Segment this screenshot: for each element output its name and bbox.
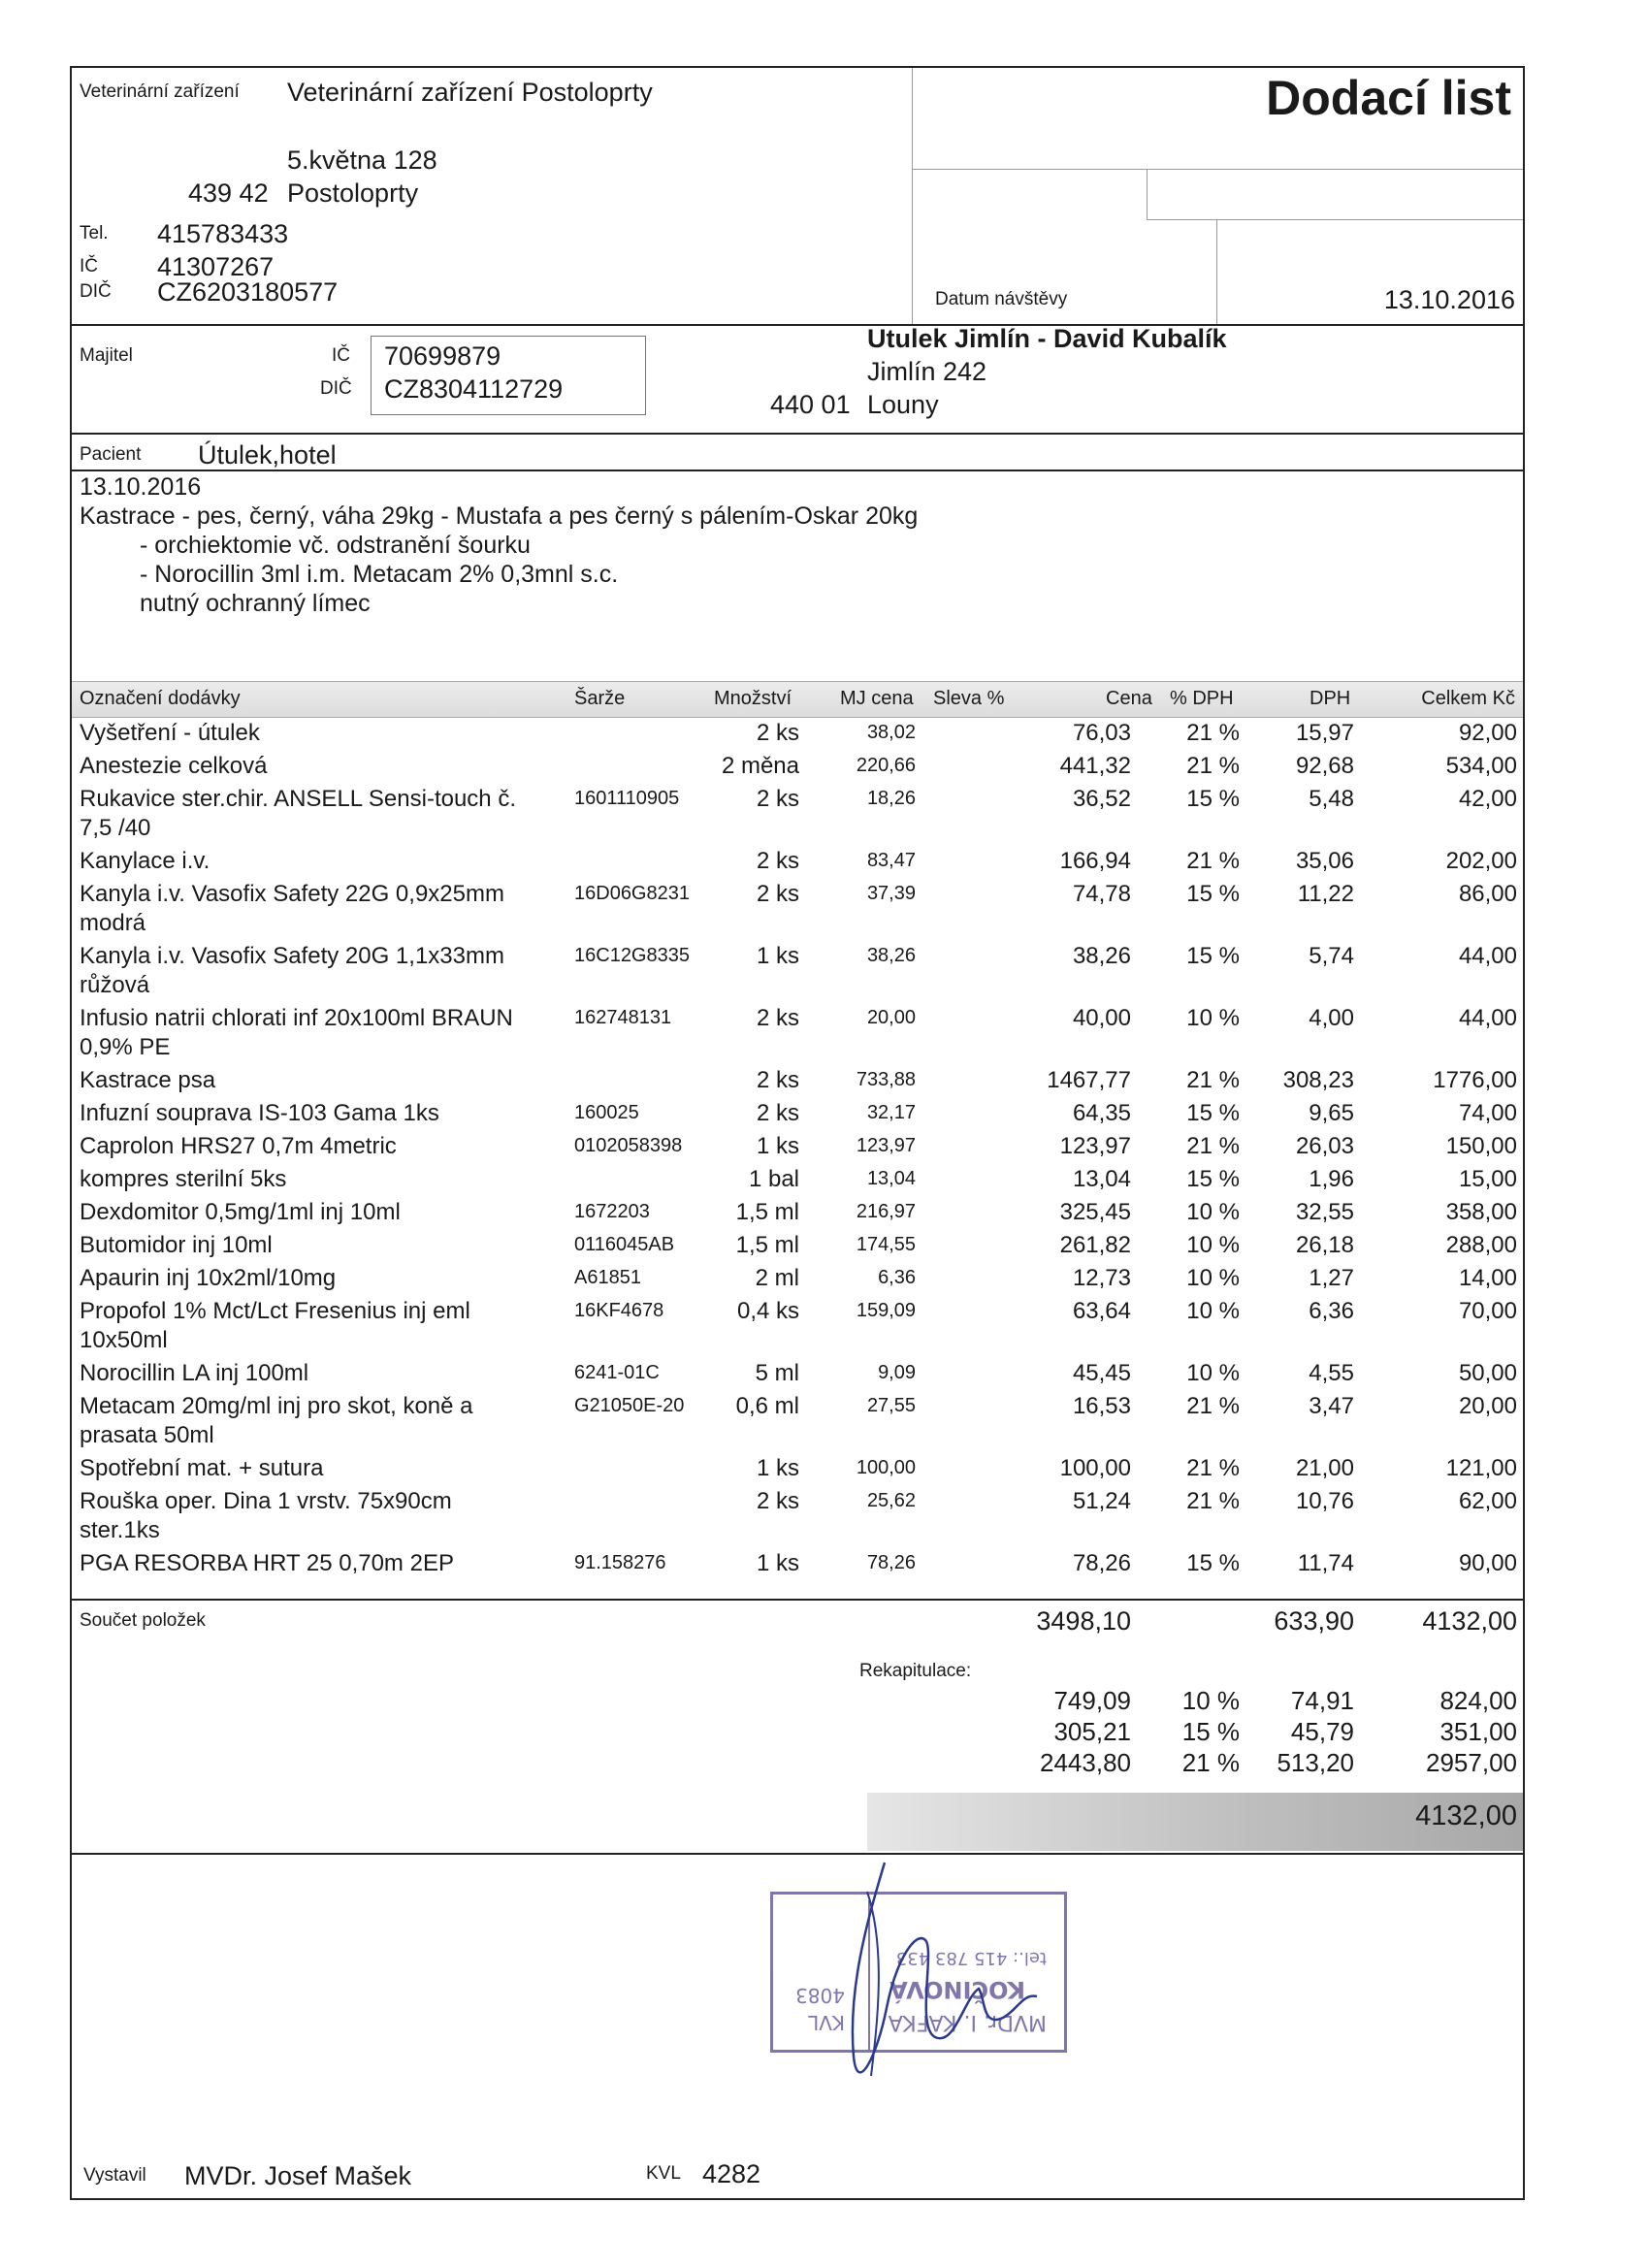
- clinic-zip: 439 42: [188, 178, 269, 208]
- cell-vat: 5,74: [1309, 943, 1354, 969]
- cell-unit-price: 220,66: [856, 755, 916, 776]
- cell-unit-price: 38,02: [866, 722, 916, 743]
- cell-unit-price: 6,36: [878, 1267, 916, 1288]
- cell-lot: G21050E-20: [574, 1395, 685, 1416]
- cell-vat-pct: 10 %: [1186, 1232, 1240, 1258]
- summary-vat: 633,90: [1274, 1606, 1354, 1636]
- cell-vat-pct: 10 %: [1186, 1360, 1240, 1386]
- cell-total: 70,00: [1458, 1298, 1517, 1324]
- cell-item: Butomidor inj 10ml: [80, 1232, 273, 1258]
- cell-vat-pct: 15 %: [1186, 786, 1240, 812]
- table-row: [72, 1455, 1523, 1488]
- cell-price: 38,26: [1072, 943, 1131, 969]
- patient-name: Útulek,hotel: [198, 440, 337, 470]
- cell-total: 62,00: [1458, 1488, 1517, 1514]
- cell-vat: 6,36: [1309, 1298, 1354, 1324]
- patient-label: Pacient: [80, 444, 142, 465]
- cell-vat: 4,00: [1309, 1005, 1354, 1031]
- cell-vat: 35,06: [1295, 848, 1354, 874]
- cell-qty: 2 ks: [756, 720, 799, 746]
- cell-lot: 91.158276: [574, 1552, 666, 1573]
- cell-total: 150,00: [1445, 1133, 1517, 1159]
- table-row: [72, 1393, 1523, 1448]
- cell-total: 42,00: [1458, 786, 1517, 812]
- cell-total: 92,00: [1458, 720, 1517, 746]
- cell-item: Norocillin LA inj 100ml: [80, 1360, 309, 1386]
- col-price-header: Cena: [1106, 688, 1152, 709]
- cell-price: 100,00: [1059, 1455, 1131, 1481]
- cell-vat-pct: 21 %: [1186, 1067, 1240, 1093]
- cell-qty: 2 ks: [756, 848, 799, 874]
- cell-item-continued: růžová: [80, 972, 150, 998]
- summary-total: 4132,00: [1422, 1606, 1517, 1636]
- note-line: nutný ochranný límec: [140, 590, 371, 617]
- cell-total: 90,00: [1458, 1550, 1517, 1576]
- cell-price: 16,53: [1072, 1393, 1131, 1419]
- cell-vat-pct: 21 %: [1186, 848, 1240, 874]
- clinic-dic-label: DIČ: [80, 281, 112, 302]
- cell-item: Anestezie celková: [80, 753, 268, 779]
- table-row: [72, 1232, 1523, 1265]
- cell-unit-price: 78,26: [866, 1552, 916, 1573]
- col-vat-pct-header: % DPH: [1170, 688, 1234, 709]
- cell-vat-pct: 21 %: [1186, 1393, 1240, 1419]
- cell-item: Rouška oper. Dina 1 vrstv. 75x90cm: [80, 1488, 452, 1514]
- cell-price: 325,45: [1059, 1199, 1131, 1225]
- cell-qty: 2 ks: [756, 881, 799, 907]
- table-row: [72, 720, 1523, 753]
- cell-vat-pct: 15 %: [1186, 1550, 1240, 1576]
- cell-qty: 2 ml: [755, 1265, 799, 1291]
- cell-qty: 2 ks: [756, 1100, 799, 1126]
- table-row: [72, 1360, 1523, 1393]
- cell-price: 74,78: [1072, 881, 1131, 907]
- cell-unit-price: 25,62: [866, 1490, 916, 1511]
- table-header: [72, 681, 1523, 718]
- owner-name: Utulek Jimlín - David Kubalík: [867, 324, 1227, 353]
- grand-total: 4132,00: [1415, 1800, 1517, 1831]
- table-row: [72, 943, 1523, 998]
- cell-total: 74,00: [1458, 1100, 1517, 1126]
- cell-vat: 26,18: [1295, 1232, 1354, 1258]
- cell-price: 441,32: [1059, 753, 1131, 779]
- cell-item: Dexdomitor 0,5mg/1ml inj 10ml: [80, 1199, 401, 1225]
- cell-qty: 2 ks: [756, 1488, 799, 1514]
- visit-date-label: Datum návštěvy: [935, 289, 1068, 309]
- cell-item: PGA RESORBA HRT 25 0,70m 2EP: [80, 1550, 454, 1576]
- cell-unit-price: 27,55: [866, 1395, 916, 1416]
- cell-unit-price: 123,97: [856, 1135, 916, 1156]
- cell-unit-price: 32,17: [866, 1102, 916, 1123]
- cell-total: 15,00: [1458, 1166, 1517, 1192]
- cell-vat-pct: 10 %: [1186, 1005, 1240, 1031]
- cell-total: 358,00: [1445, 1199, 1517, 1225]
- cell-item: Vyšetření - útulek: [80, 720, 260, 746]
- clinic-city: Postoloprty: [287, 178, 419, 208]
- cell-price: 40,00: [1072, 1005, 1131, 1031]
- clinic-label: Veterinární zařízení: [80, 81, 240, 102]
- recap-total: 824,00: [1439, 1686, 1517, 1715]
- cell-qty: 2 ks: [756, 1005, 799, 1031]
- cell-unit-price: 13,04: [866, 1168, 916, 1189]
- table-row: [72, 1133, 1523, 1166]
- cell-vat-pct: 21 %: [1186, 1488, 1240, 1514]
- note-line: - orchiektomie vč. odstranění šourku: [140, 532, 531, 559]
- cell-unit-price: 100,00: [856, 1457, 916, 1478]
- summary-label: Součet položek: [80, 1610, 206, 1631]
- cell-qty: 2 měna: [721, 753, 799, 779]
- recap-total: 351,00: [1439, 1717, 1517, 1746]
- cell-item: kompres sterilní 5ks: [80, 1166, 287, 1192]
- cell-unit-price: 18,26: [866, 788, 916, 809]
- cell-vat-pct: 21 %: [1186, 1133, 1240, 1159]
- delivery-note: [70, 66, 1525, 2200]
- cell-total: 44,00: [1458, 943, 1517, 969]
- table-row: [72, 1067, 1523, 1100]
- cell-item-continued: prasata 50ml: [80, 1422, 214, 1448]
- cell-price: 12,73: [1072, 1265, 1131, 1291]
- table-row: [72, 848, 1523, 881]
- recap-pct: 15 %: [1181, 1717, 1240, 1746]
- cell-qty: 1,5 ml: [735, 1199, 799, 1225]
- cell-vat: 1,96: [1309, 1166, 1354, 1192]
- cell-total: 288,00: [1445, 1232, 1517, 1258]
- cell-item-continued: 0,9% PE: [80, 1034, 171, 1060]
- cell-item: Kanylace i.v.: [80, 848, 210, 874]
- recap-base: 749,09: [1053, 1686, 1131, 1715]
- cell-unit-price: 174,55: [856, 1234, 916, 1255]
- cell-qty: 1 ks: [756, 1550, 799, 1576]
- owner-zip: 440 01: [770, 390, 851, 419]
- owner-city: Louny: [867, 390, 939, 419]
- cell-item: Kanyla i.v. Vasofix Safety 22G 0,9x25mm: [80, 881, 504, 907]
- recap-vat: 74,91: [1290, 1686, 1354, 1715]
- owner-ic-label: IČ: [332, 345, 350, 366]
- recap-vat: 513,20: [1277, 1748, 1354, 1777]
- cell-vat-pct: 15 %: [1186, 943, 1240, 969]
- cell-item: Kastrace psa: [80, 1067, 216, 1093]
- cell-vat: 9,65: [1309, 1100, 1354, 1126]
- col-qty-header: Množství: [714, 688, 792, 709]
- cell-vat: 4,55: [1309, 1360, 1354, 1386]
- cell-total: 20,00: [1458, 1393, 1517, 1419]
- issued-by: MVDr. Josef Mašek: [184, 2161, 412, 2190]
- recap-total: 2957,00: [1426, 1748, 1517, 1777]
- cell-unit-price: 83,47: [866, 850, 916, 871]
- cell-price: 78,26: [1072, 1550, 1131, 1576]
- table-row: [72, 753, 1523, 786]
- cell-vat-pct: 21 %: [1186, 720, 1240, 746]
- owner-dic-label: DIČ: [320, 378, 352, 399]
- clinic-street: 5.května 128: [287, 146, 437, 175]
- recap-row: [72, 1686, 1523, 1719]
- cell-unit-price: 37,39: [866, 883, 916, 904]
- clinic-ic: 41307267: [157, 252, 275, 281]
- cell-unit-price: 38,26: [866, 945, 916, 966]
- cell-qty: 2 ks: [756, 786, 799, 812]
- cell-lot: 160025: [574, 1102, 639, 1123]
- cell-qty: 2 ks: [756, 1067, 799, 1093]
- cell-total: 86,00: [1458, 881, 1517, 907]
- stamp-text: tel.: 415 783 433: [895, 1948, 1047, 1968]
- recap-pct: 10 %: [1181, 1686, 1240, 1715]
- table-row: [72, 1488, 1523, 1543]
- cell-price: 76,03: [1072, 720, 1131, 746]
- cell-qty: 1,5 ml: [735, 1232, 799, 1258]
- cell-vat-pct: 10 %: [1186, 1265, 1240, 1291]
- cell-price: 45,45: [1072, 1360, 1131, 1386]
- document-title: Dodací list: [1266, 71, 1511, 125]
- cell-vat: 26,03: [1295, 1133, 1354, 1159]
- col-unit-price-header: MJ cena: [840, 688, 914, 709]
- cell-lot: 16KF4678: [574, 1300, 664, 1321]
- col-vat-header: DPH: [1310, 688, 1351, 709]
- summary-price: 3498,10: [1036, 1606, 1131, 1636]
- cell-unit-price: 9,09: [878, 1362, 916, 1383]
- cell-vat: 5,48: [1309, 786, 1354, 812]
- cell-vat: 15,97: [1295, 720, 1354, 746]
- cell-vat: 308,23: [1282, 1067, 1354, 1093]
- cell-price: 166,94: [1059, 848, 1131, 874]
- cell-vat-pct: 10 %: [1186, 1199, 1240, 1225]
- table-row: [72, 1199, 1523, 1232]
- kvl-label: KVL: [646, 2163, 681, 2184]
- cell-total: 202,00: [1445, 848, 1517, 874]
- cell-qty: 1 ks: [756, 943, 799, 969]
- stamp-text: MVDr. I. KAFKA: [888, 2010, 1047, 2034]
- cell-item: Infuzní souprava IS-103 Gama 1ks: [80, 1100, 439, 1126]
- cell-price: 261,82: [1059, 1232, 1131, 1258]
- cell-price: 63,64: [1072, 1298, 1131, 1324]
- cell-total: 14,00: [1458, 1265, 1517, 1291]
- table-row: [72, 1298, 1523, 1353]
- cell-lot: 1672203: [574, 1201, 650, 1222]
- cell-item-continued: 10x50ml: [80, 1327, 168, 1353]
- cell-total: 50,00: [1458, 1360, 1517, 1386]
- cell-vat-pct: 15 %: [1186, 881, 1240, 907]
- cell-unit-price: 20,00: [866, 1007, 916, 1028]
- table-row: [72, 881, 1523, 936]
- recap-base: 305,21: [1053, 1717, 1131, 1746]
- cell-vat: 10,76: [1295, 1488, 1354, 1514]
- table-row: [72, 1005, 1523, 1060]
- cell-price: 13,04: [1072, 1166, 1131, 1192]
- stamp-text: KOČINOVÁ: [889, 1976, 1025, 2003]
- cell-price: 36,52: [1072, 786, 1131, 812]
- cell-lot: A61851: [574, 1267, 641, 1288]
- cell-item-continued: modrá: [80, 910, 146, 936]
- cell-vat: 11,22: [1297, 881, 1354, 907]
- cell-qty: 1 ks: [756, 1455, 799, 1481]
- cell-vat: 32,55: [1295, 1199, 1354, 1225]
- owner-dic: CZ8304112729: [384, 374, 564, 404]
- cell-price: 1467,77: [1047, 1067, 1131, 1093]
- note-line: 13.10.2016: [80, 473, 202, 501]
- cell-lot: 16C12G8335: [574, 945, 690, 966]
- col-item-header: Označení dodávky: [80, 688, 241, 709]
- note-line: Kastrace - pes, černý, váha 29kg - Mustafa a pes černý s pálením-Oskar 20kg: [80, 502, 919, 530]
- owner-label: Majitel: [80, 345, 133, 366]
- cell-vat: 92,68: [1295, 753, 1354, 779]
- table-row: [72, 786, 1523, 841]
- cell-vat-pct: 15 %: [1186, 1100, 1240, 1126]
- recap-base: 2443,80: [1040, 1748, 1131, 1777]
- note-line: - Norocillin 3ml i.m. Metacam 2% 0,3mnl s.c.: [140, 561, 619, 588]
- cell-item: Apaurin inj 10x2ml/10mg: [80, 1265, 337, 1291]
- cell-vat-pct: 15 %: [1186, 1166, 1240, 1192]
- cell-total: 121,00: [1445, 1455, 1517, 1481]
- cell-unit-price: 733,88: [856, 1069, 916, 1090]
- cell-unit-price: 216,97: [856, 1201, 916, 1222]
- issued-label: Vystavil: [83, 2165, 146, 2186]
- cell-item: Metacam 20mg/ml inj pro skot, koně a: [80, 1393, 473, 1419]
- clinic-name: Veterinární zařízení Postoloprty: [287, 78, 653, 107]
- cell-lot: 6241-01C: [574, 1362, 660, 1383]
- cell-vat: 21,00: [1295, 1455, 1354, 1481]
- cell-total: 1776,00: [1433, 1067, 1517, 1093]
- cell-item: Propofol 1% Mct/Lct Fresenius inj eml: [80, 1298, 470, 1324]
- cell-qty: 1 bal: [748, 1166, 799, 1192]
- cell-qty: 1 ks: [756, 1133, 799, 1159]
- signature: [770, 1833, 1119, 2115]
- recap-row: [72, 1717, 1523, 1750]
- cell-vat-pct: 21 %: [1186, 753, 1240, 779]
- cell-vat: 1,27: [1309, 1265, 1354, 1291]
- cell-item: Spotřební mat. + sutura: [80, 1455, 324, 1481]
- col-discount-header: Sleva %: [933, 688, 1005, 709]
- recap-table: [72, 1686, 1523, 1793]
- cell-vat: 3,47: [1309, 1393, 1354, 1419]
- cell-vat: 11,74: [1297, 1550, 1354, 1576]
- cell-total: 534,00: [1445, 753, 1517, 779]
- cell-vat-pct: 10 %: [1186, 1298, 1240, 1324]
- col-total-header: Celkem Kč: [1421, 688, 1515, 709]
- owner-ic: 70699879: [384, 341, 501, 371]
- cell-item: Caprolon HRS27 0,7m 4metric: [80, 1133, 397, 1159]
- cell-qty: 0,6 ml: [735, 1393, 799, 1419]
- recap-label: Rekapitulace:: [859, 1661, 972, 1681]
- cell-item: Kanyla i.v. Vasofix Safety 20G 1,1x33mm: [80, 943, 504, 969]
- clinic-tel: 415783433: [157, 219, 289, 248]
- stamp-text: 4083: [795, 1984, 845, 2007]
- cell-lot: 0116045AB: [574, 1234, 675, 1255]
- clinic-dic: CZ6203180577: [157, 277, 339, 307]
- cell-total: 44,00: [1458, 1005, 1517, 1031]
- cell-lot: 1601110905: [574, 788, 680, 809]
- stamp-text: KVL: [808, 2011, 845, 2034]
- recap-row: [72, 1748, 1523, 1781]
- table-body: [72, 720, 1523, 1661]
- recap-pct: 21 %: [1181, 1748, 1240, 1777]
- col-lot-header: Šarže: [574, 688, 626, 709]
- visit-date: 13.10.2016: [1383, 285, 1515, 314]
- cell-price: 51,24: [1072, 1488, 1131, 1514]
- kvl-number: 4282: [702, 2159, 761, 2188]
- cell-item-continued: 7,5 /40: [80, 815, 151, 841]
- cell-qty: 5 ml: [755, 1360, 799, 1386]
- cell-item: Infusio natrii chlorati inf 20x100ml BRAUN: [80, 1005, 513, 1031]
- clinic-tel-label: Tel.: [80, 223, 109, 243]
- owner-street: Jimlín 242: [867, 357, 987, 386]
- cell-lot: 162748131: [574, 1007, 672, 1028]
- table-row: [72, 1550, 1523, 1583]
- cell-lot: 16D06G8231: [574, 883, 690, 904]
- cell-vat-pct: 21 %: [1186, 1455, 1240, 1481]
- recap-vat: 45,79: [1290, 1717, 1354, 1746]
- cell-qty: 0,4 ks: [736, 1298, 799, 1324]
- clinic-ic-label: IČ: [80, 256, 98, 276]
- cell-price: 64,35: [1072, 1100, 1131, 1126]
- cell-item-continued: ster.1ks: [80, 1517, 160, 1543]
- table-row: [72, 1166, 1523, 1199]
- table-row: [72, 1100, 1523, 1133]
- cell-lot: 0102058398: [574, 1135, 683, 1156]
- cell-price: 123,97: [1059, 1133, 1131, 1159]
- cell-unit-price: 159,09: [856, 1300, 916, 1321]
- table-row: [72, 1265, 1523, 1298]
- cell-item: Rukavice ster.chir. ANSELL Sensi-touch č.: [80, 786, 516, 812]
